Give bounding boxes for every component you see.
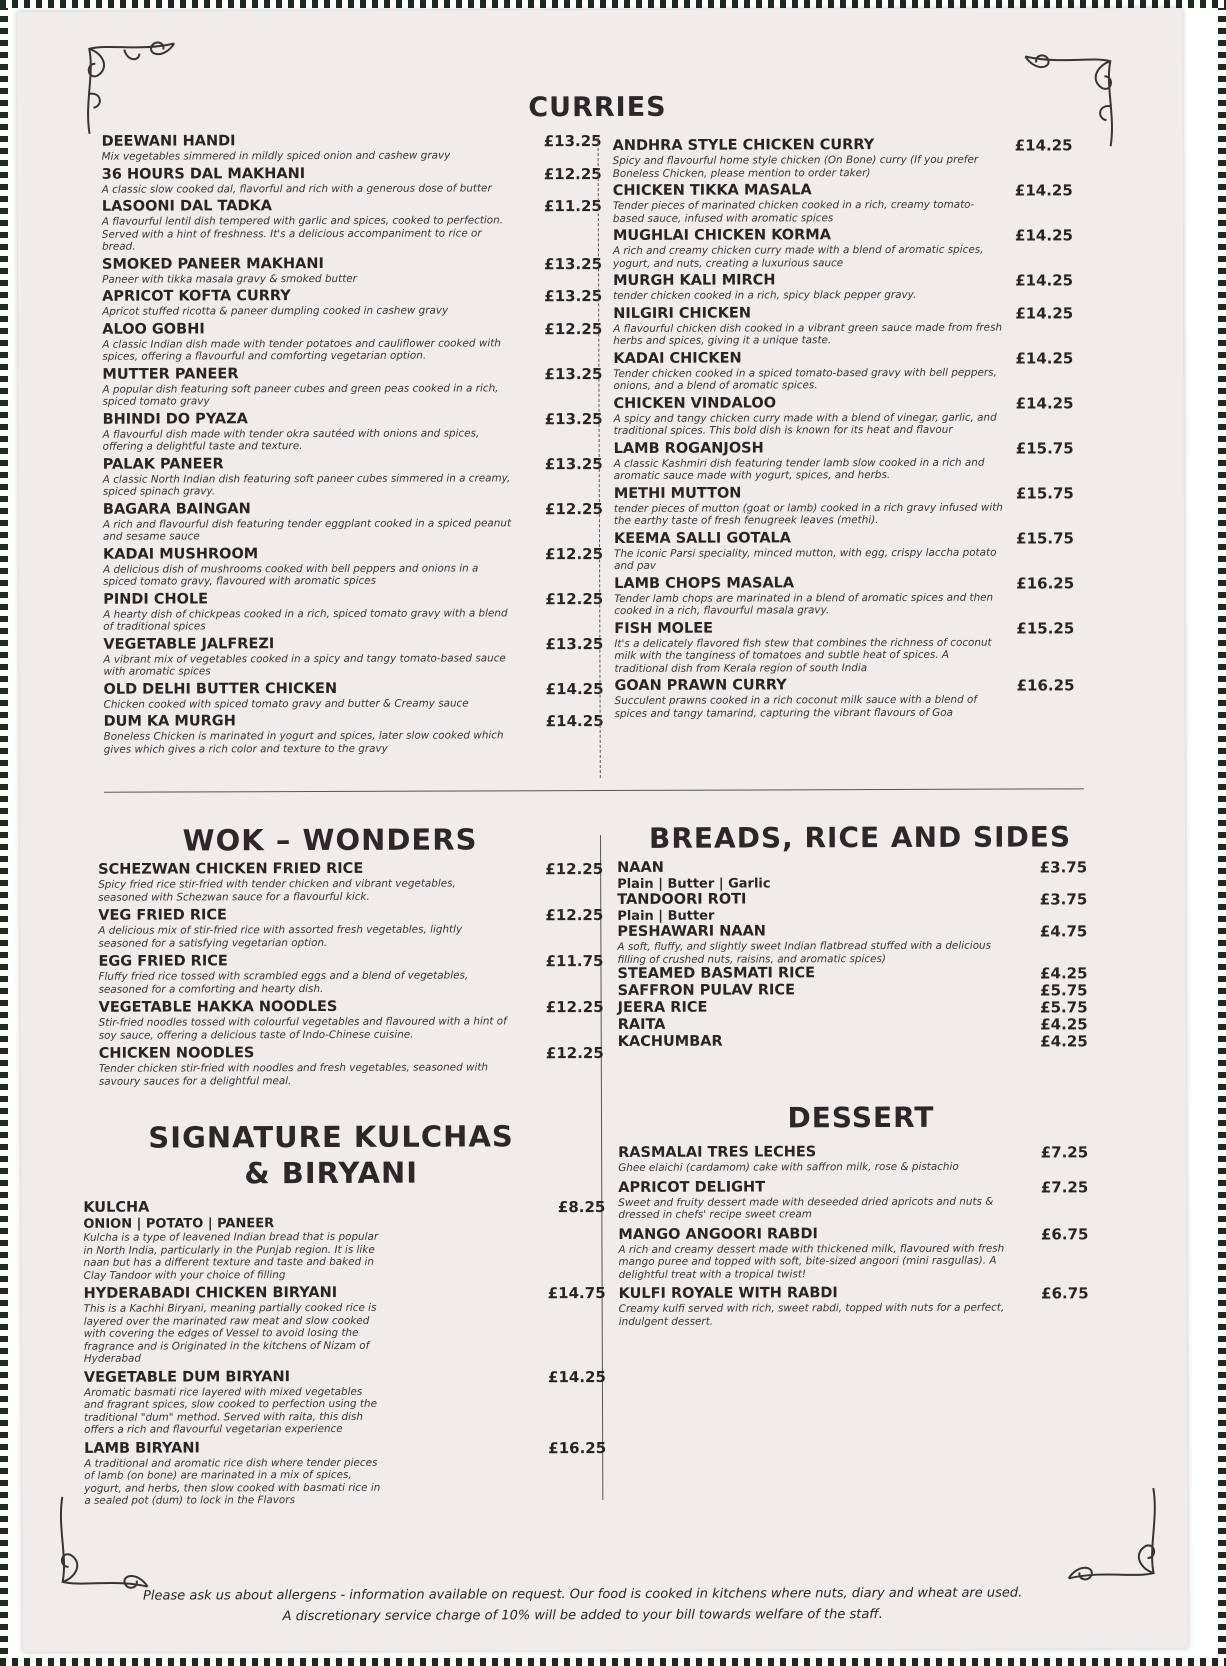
menu-item bbox=[103, 679, 603, 710]
item-price: £3.75 bbox=[1039, 858, 1088, 877]
item-description: tender pieces of mutton (goat or lamb) cooked in a rich gravy infused with the earthy taste of fresh fenugreek leaves (methi). bbox=[613, 501, 1003, 527]
item-name: MUGHLAI CHICKEN KORMA bbox=[612, 227, 831, 244]
menu-item bbox=[102, 132, 602, 163]
item-price: £14.25 bbox=[545, 711, 604, 731]
item-price: £11.75 bbox=[545, 951, 604, 971]
menu-item bbox=[84, 1438, 606, 1507]
item-price: £5.75 bbox=[1040, 981, 1088, 1000]
item-description: Spicy fried rice stir-fried with tender chicken and vibrant vegetables, seasoned with Schezwan sauce for a flavourful kick. bbox=[98, 877, 456, 904]
item-name: PALAK PANEER bbox=[102, 455, 224, 473]
item-description: A classic North Indian dish featuring soft paneer cubes simmered in a creamy, spiced spinach gravy. bbox=[102, 471, 511, 498]
dessert-heading: DESSERT bbox=[787, 1100, 935, 1135]
item-description: Succulent prawns cooked in a rich coconut milk sauce with a blend of spices and tangy tamarind, capturing the vibrant flavours of Goa bbox=[614, 693, 978, 720]
item-price: £4.25 bbox=[1040, 1015, 1088, 1034]
menu-item bbox=[614, 529, 1074, 573]
wok-heading: WOK – WONDERS bbox=[182, 822, 478, 858]
item-description: Boneless Chicken is marinated in yogurt and spices, later slow cooked which gives which gives a rich color and texture to the gravy bbox=[103, 729, 504, 756]
item-name: KADAI MUSHROOM bbox=[103, 545, 259, 563]
breads-heading: BREADS, RICE AND SIDES bbox=[648, 820, 1072, 855]
menu-item bbox=[103, 409, 603, 453]
item-name: KEEMA SALLI GOTALA bbox=[613, 529, 792, 547]
item-name: CHICKEN NOODLES bbox=[98, 1045, 255, 1062]
menu-item bbox=[98, 860, 603, 904]
item-price: £12.25 bbox=[545, 905, 604, 925]
menu-item bbox=[619, 1284, 1089, 1328]
wok-column bbox=[98, 860, 604, 1092]
item-name: TANDOORI ROTI bbox=[617, 891, 747, 908]
item-name: MANGO ANGOORI RABDI bbox=[618, 1225, 818, 1243]
service-charge-notice: A discretionary service charge of 10% will be added to your bill towards welfare of the staff. bbox=[282, 1607, 883, 1625]
item-name: DUM KA MURGH bbox=[103, 713, 236, 730]
menu-item bbox=[614, 439, 1074, 483]
menu-item bbox=[613, 181, 1073, 225]
menu-item bbox=[84, 1367, 606, 1436]
flourish-corner-icon bbox=[79, 33, 189, 143]
item-description: Mix vegetables simmered in mildly spiced onion and cashew gravy bbox=[101, 149, 451, 163]
menu-item bbox=[102, 197, 602, 253]
item-name: ANDHRA STYLE CHICKEN CURRY bbox=[612, 137, 875, 154]
menu-item bbox=[618, 981, 1088, 1000]
menu-item bbox=[617, 922, 1087, 966]
item-price: £11.25 bbox=[543, 196, 602, 216]
item-description: tender chicken cooked in a rich, spicy black pepper gravy. bbox=[613, 288, 917, 302]
item-name: GOAN PRAWN CURRY bbox=[614, 677, 787, 694]
menu-item bbox=[103, 454, 603, 498]
item-description: A classic Kashmiri dish featuring tender lamb slow cooked in a rich and aromatic sauce made with yogurt, spices, and herbs. bbox=[613, 456, 985, 482]
item-price: £12.25 bbox=[544, 319, 603, 338]
item-price: £14.25 bbox=[545, 679, 604, 698]
item-description: Aromatic basmati rice layered with mixed vegetables and fragrant spices, slow cooked to perfection using the traditional "dum" method. Served with raita, this dish offers a rich and flavourful vegetarian experience bbox=[83, 1385, 377, 1436]
menu-item bbox=[618, 1032, 1088, 1051]
item-name: OLD DELHI BUTTER CHICKEN bbox=[103, 680, 338, 698]
menu-item bbox=[618, 998, 1088, 1017]
menu-item bbox=[618, 1225, 1088, 1281]
item-name: MUTTER PANEER bbox=[102, 365, 239, 383]
item-description: Paneer with tikka masala gravy & smoked butter bbox=[102, 272, 357, 286]
item-name: BAGARA BAINGAN bbox=[102, 500, 251, 518]
item-description: Creamy kulfi served with rich, sweet rabdi, topped with nuts for a perfect, indulgent dessert. bbox=[618, 1301, 1005, 1328]
item-price: £16.25 bbox=[1016, 676, 1075, 695]
menu-item bbox=[618, 1178, 1088, 1222]
item-name: SAFFRON PULAV RICE bbox=[617, 982, 795, 999]
kulchas-heading-line1: SIGNATURE KULCHAS bbox=[148, 1119, 514, 1155]
breads-column bbox=[617, 858, 1088, 1051]
menu-item bbox=[614, 574, 1074, 618]
kulchas-column bbox=[83, 1198, 606, 1511]
item-description: It's a delicately flavored fish stew that combines the richness of coconut milk with the tanginess of tomatoes and subtle heat of spices. A traditional dish from Kerala region of south India bbox=[614, 636, 992, 675]
item-name: JEERA RICE bbox=[617, 999, 708, 1016]
item-description: Apricot stuffed ricotta & paneer dumpling cooked in cashew gravy bbox=[102, 304, 449, 318]
item-name: RASMALAI TRES LECHES bbox=[618, 1144, 817, 1161]
item-name: VEGETABLE HAKKA NOODLES bbox=[98, 998, 338, 1016]
menu-item bbox=[613, 136, 1073, 180]
item-name: KULFI ROYALE WITH RABDI bbox=[618, 1285, 838, 1302]
menu-item bbox=[99, 1044, 604, 1088]
menu-item bbox=[614, 619, 1074, 675]
item-name: PESHAWARI NAAN bbox=[617, 923, 766, 940]
item-name: VEGETABLE DUM BIRYANI bbox=[83, 1368, 291, 1386]
item-name: SCHEZWAN CHICKEN FRIED RICE bbox=[98, 860, 364, 878]
item-price: £13.25 bbox=[544, 454, 603, 473]
item-price: £12.25 bbox=[545, 589, 604, 608]
flourish-corner-icon bbox=[1053, 1478, 1163, 1588]
item-description: Tender lamb chops are marinated in a blend of aromatic spices and then cooked in a rich, flavourful masala gravy. bbox=[614, 591, 994, 617]
item-name: STEAMED BASMATI RICE bbox=[617, 965, 816, 982]
item-price: £13.25 bbox=[545, 634, 604, 653]
item-options: Plain | Butter | Garlic bbox=[617, 876, 771, 892]
item-options: ONION | POTATO | PANEER bbox=[83, 1216, 275, 1232]
item-price: £15.75 bbox=[1016, 528, 1075, 548]
item-price: £14.25 bbox=[1014, 181, 1073, 200]
menu-item bbox=[613, 349, 1073, 393]
dessert-column bbox=[618, 1143, 1089, 1333]
item-name: SMOKED PANEER MAKHANI bbox=[101, 255, 324, 273]
item-price: £13.25 bbox=[543, 131, 602, 151]
item-name: CHICKEN TIKKA MASALA bbox=[612, 182, 812, 199]
item-description: A hearty dish of chickpeas cooked in a rich, spiced tomato gravy with a blend of traditional spices bbox=[103, 606, 508, 633]
item-description: A traditional and aromatic rice dish where tender pieces of lamb (on bone) are marinated in a mix of spices, yogurt, and herbs, then slow cooked with basmati rice in a sealed pot (dum) to lock in the Flavors bbox=[84, 1456, 381, 1507]
item-description: This is a Kachhi Biryani, meaning partially cooked rice is layered over the marinated raw meat and slow cooked with covering the edges of Vessel to avoid losing the fragrance and is Originated in the kitchens of Nizam of Hyderabad bbox=[83, 1301, 377, 1365]
item-price: £7.25 bbox=[1040, 1143, 1089, 1162]
menu-item bbox=[614, 676, 1074, 720]
menu-item bbox=[98, 906, 603, 950]
menu-item bbox=[103, 634, 603, 678]
item-name: ALOO GOBHI bbox=[102, 320, 205, 338]
item-price: £4.25 bbox=[1040, 964, 1088, 983]
item-name: HYDERABADI CHICKEN BIRYANI bbox=[83, 1284, 338, 1302]
item-options: Plain | Butter bbox=[617, 908, 715, 924]
item-name: VEGETABLE JALFREZI bbox=[103, 635, 275, 653]
kulchas-heading-line2: & BIRYANI bbox=[244, 1155, 419, 1191]
item-name: RAITA bbox=[617, 1016, 666, 1033]
menu-item bbox=[98, 952, 603, 996]
item-description: A flavourful dish made with tender okra sautéed with onions and spices, offering a delightful taste and texture. bbox=[102, 426, 480, 453]
item-price: £15.75 bbox=[1015, 483, 1074, 503]
item-price: £13.25 bbox=[544, 254, 603, 273]
menu-item bbox=[102, 164, 602, 195]
item-price: £8.25 bbox=[557, 1197, 606, 1217]
item-description: A spicy and tangy chicken curry made with a blend of vinegar, garlic, and traditional spices. This bold dish is known for its heat and flavour bbox=[613, 411, 997, 437]
menu-item bbox=[613, 271, 1073, 302]
item-description: A flavourful lentil dish tempered with garlic and spices, cooked to perfection. Served with a hint of freshness. It's a delicious accompaniment to rice or bread. bbox=[101, 214, 504, 253]
item-price: £12.25 bbox=[545, 544, 604, 563]
item-price: £15.25 bbox=[1016, 618, 1075, 638]
item-price: £13.25 bbox=[544, 286, 603, 306]
item-description: Chicken cooked with spiced tomato gravy and butter & Creamy sauce bbox=[103, 696, 469, 711]
item-name: METHI MUTTON bbox=[613, 485, 742, 502]
item-description: A classic Indian dish made with tender potatoes and cauliflower cooked with spices, offering a flavourful and comforting vegetarian option. bbox=[102, 336, 501, 363]
menu-item bbox=[104, 712, 604, 756]
item-price: £4.25 bbox=[1040, 1032, 1088, 1051]
item-price: £13.25 bbox=[544, 409, 603, 428]
item-description: A classic slow cooked dal, flavorful and rich with a generous dose of butter bbox=[101, 181, 492, 196]
menu-item bbox=[613, 394, 1073, 438]
item-price: £12.25 bbox=[545, 859, 604, 879]
item-name: VEG FRIED RICE bbox=[98, 907, 227, 924]
menu-sheet bbox=[17, 8, 1188, 1652]
item-name: FISH MOLEE bbox=[614, 620, 714, 637]
item-name: MURGH KALI MIRCH bbox=[613, 272, 776, 289]
menu-item bbox=[103, 544, 603, 588]
item-price: £14.25 bbox=[1015, 303, 1074, 323]
item-price: £14.75 bbox=[547, 1283, 606, 1303]
item-name: 36 HOURS DAL MAKHANI bbox=[101, 165, 306, 183]
menu-item bbox=[84, 1284, 606, 1365]
item-description: Stir-fried noodles tossed with colourful vegetables and flavoured with a hint of soy sauce, offering a delicious taste of Indo-Chinese cuisine. bbox=[98, 1015, 507, 1042]
menu-item bbox=[102, 287, 602, 318]
menu-item bbox=[102, 254, 602, 285]
section-divider bbox=[104, 788, 1084, 792]
item-description: A soft, fluffy, and slightly sweet Indian flatbread stuffed with a delicious filling of crushed nuts, raisins, and aromatic spices) bbox=[617, 939, 992, 966]
menu-item bbox=[617, 858, 1087, 892]
item-price: £14.25 bbox=[1015, 393, 1074, 413]
menu-item bbox=[613, 304, 1073, 348]
item-name: LASOONI DAL TADKA bbox=[101, 198, 273, 215]
item-description: Tender chicken stir-fried with noodles and fresh vegetables, seasoned with savoury sauces for a delightful meal. bbox=[98, 1061, 489, 1088]
item-price: £13.25 bbox=[544, 364, 603, 383]
item-description: Spicy and flavourful home style chicken (On Bone) curry (If you prefer Boneless Chicken, please mention to order taker) bbox=[612, 153, 979, 180]
item-description: A rich and flavourful dish featuring tender eggplant cooked in a spiced peanut and sesame sauce bbox=[102, 516, 512, 543]
item-name: CHICKEN VINDALOO bbox=[613, 394, 777, 412]
menu-item bbox=[617, 964, 1087, 983]
item-price: £14.25 bbox=[1015, 271, 1074, 290]
menu-item bbox=[83, 1198, 605, 1282]
item-price: £16.25 bbox=[548, 1438, 607, 1457]
menu-item bbox=[618, 1143, 1088, 1174]
item-price: £16.25 bbox=[1016, 573, 1075, 593]
item-price: £12.25 bbox=[545, 997, 604, 1017]
item-price: £6.75 bbox=[1041, 1284, 1089, 1303]
item-description: Fluffy fried rice tossed with scrambled eggs and a blend of vegetables, seasoned for a comforting and hearty dish. bbox=[98, 969, 469, 996]
item-description: The iconic Parsi speciality, minced mutton, with egg, crispy laccha potato and pav bbox=[614, 546, 997, 572]
item-description: Sweet and fruity dessert made with deseeded dried apricots and nuts & dressed in chefs' recipe sweet cream bbox=[618, 1195, 994, 1221]
item-description: A rich and creamy dessert made with thickened milk, flavoured with fresh mango puree and topped with soft, bite-sized angoori (mini rasgullas). A delightful treat with a tropical twist! bbox=[618, 1242, 1005, 1281]
curries-right-column bbox=[613, 136, 1075, 723]
item-name: EGG FRIED RICE bbox=[98, 953, 228, 970]
item-description: Ghee elaichi (cardamom) cake with saffron milk, rose & pistachio bbox=[618, 1160, 959, 1174]
item-description: Tender pieces of marinated chicken cooked in a rich, creamy tomato-based sauce, infused with aromatic spices bbox=[612, 198, 975, 225]
menu-item bbox=[614, 484, 1074, 528]
item-name: DEEWANI HANDI bbox=[101, 133, 236, 150]
item-price: £12.25 bbox=[545, 1043, 604, 1063]
item-description: A delicious mix of stir-fried rice with assorted fresh vegetables, lightly seasoned for a satisfying vegetarian option. bbox=[98, 923, 463, 950]
item-name: LAMB BIRYANI bbox=[84, 1439, 200, 1457]
item-description: Kulcha is a type of leavened Indian bread that is popular in North India, particularly in the Punjab region. It is like naan but has a different texture and taste and baked in Clay Tandoor with your choice of filling bbox=[83, 1230, 379, 1282]
item-name: LAMB CHOPS MASALA bbox=[614, 574, 795, 592]
item-price: £5.75 bbox=[1040, 998, 1088, 1017]
curries-left-column bbox=[102, 132, 604, 759]
item-name: APRICOT DELIGHT bbox=[618, 1178, 766, 1196]
menu-item bbox=[618, 1015, 1088, 1034]
item-price: £12.25 bbox=[544, 499, 603, 518]
item-price: £14.25 bbox=[1015, 348, 1074, 368]
item-name: PINDI CHOLE bbox=[103, 590, 209, 608]
item-description: A rich and creamy chicken curry made with a blend of aromatic spices, yogurt, and nuts, creating a luxurious sauce bbox=[612, 243, 984, 270]
menu-item bbox=[99, 998, 604, 1042]
kulchas-heading bbox=[121, 1118, 541, 1191]
menu-item bbox=[103, 499, 603, 543]
item-description: A vibrant mix of vegetables cooked in a spicy and tangy tomato-based sauce with aromatic spices bbox=[103, 651, 506, 678]
item-name: KACHUMBAR bbox=[617, 1033, 723, 1050]
menu-item bbox=[102, 319, 602, 363]
item-name: KULCHA bbox=[83, 1199, 150, 1216]
item-description: A delicious dish of mushrooms cooked with bell peppers and onions in a spiced tomato gravy, flavoured with aromatic spices bbox=[103, 561, 479, 588]
item-name: APRICOT KOFTA CURRY bbox=[102, 288, 291, 305]
item-name: NAAN bbox=[617, 859, 664, 876]
item-name: LAMB ROGANJOSH bbox=[613, 439, 764, 457]
item-price: £3.75 bbox=[1039, 890, 1088, 909]
item-description: A flavourful chicken dish cooked in a vibrant green sauce made from fresh herbs and spices, giving it a unique taste. bbox=[613, 321, 1003, 347]
curries-heading: CURRIES bbox=[528, 91, 667, 124]
item-description: Tender chicken cooked in a spiced tomato-based gravy with bell peppers, onions, and a blend of aromatic spices. bbox=[613, 366, 997, 392]
item-price: £6.75 bbox=[1040, 1224, 1089, 1243]
item-price: £14.25 bbox=[1015, 226, 1073, 245]
item-description: A popular dish featuring soft paneer cubes and green peas cooked in a rich, spiced tomato gravy bbox=[102, 381, 499, 408]
item-price: £15.75 bbox=[1015, 438, 1074, 458]
menu-item bbox=[102, 364, 602, 408]
item-price: £7.25 bbox=[1040, 1177, 1089, 1196]
item-price: £12.25 bbox=[543, 164, 602, 183]
item-name: KADAI CHICKEN bbox=[613, 350, 742, 367]
item-price: £14.25 bbox=[1014, 136, 1073, 155]
item-price: £4.75 bbox=[1039, 922, 1088, 941]
item-name: NILGIRI CHICKEN bbox=[613, 304, 751, 322]
item-name: BHINDI DO PYAZA bbox=[102, 410, 248, 428]
item-price: £14.25 bbox=[547, 1367, 606, 1386]
menu-item bbox=[103, 589, 603, 633]
menu-item bbox=[613, 226, 1073, 270]
allergen-notice: Please ask us about allergens - information available on request. Our food is cooked in kitchens where nuts, diary and wheat are used. bbox=[143, 1585, 1023, 1604]
menu-item bbox=[617, 890, 1087, 924]
